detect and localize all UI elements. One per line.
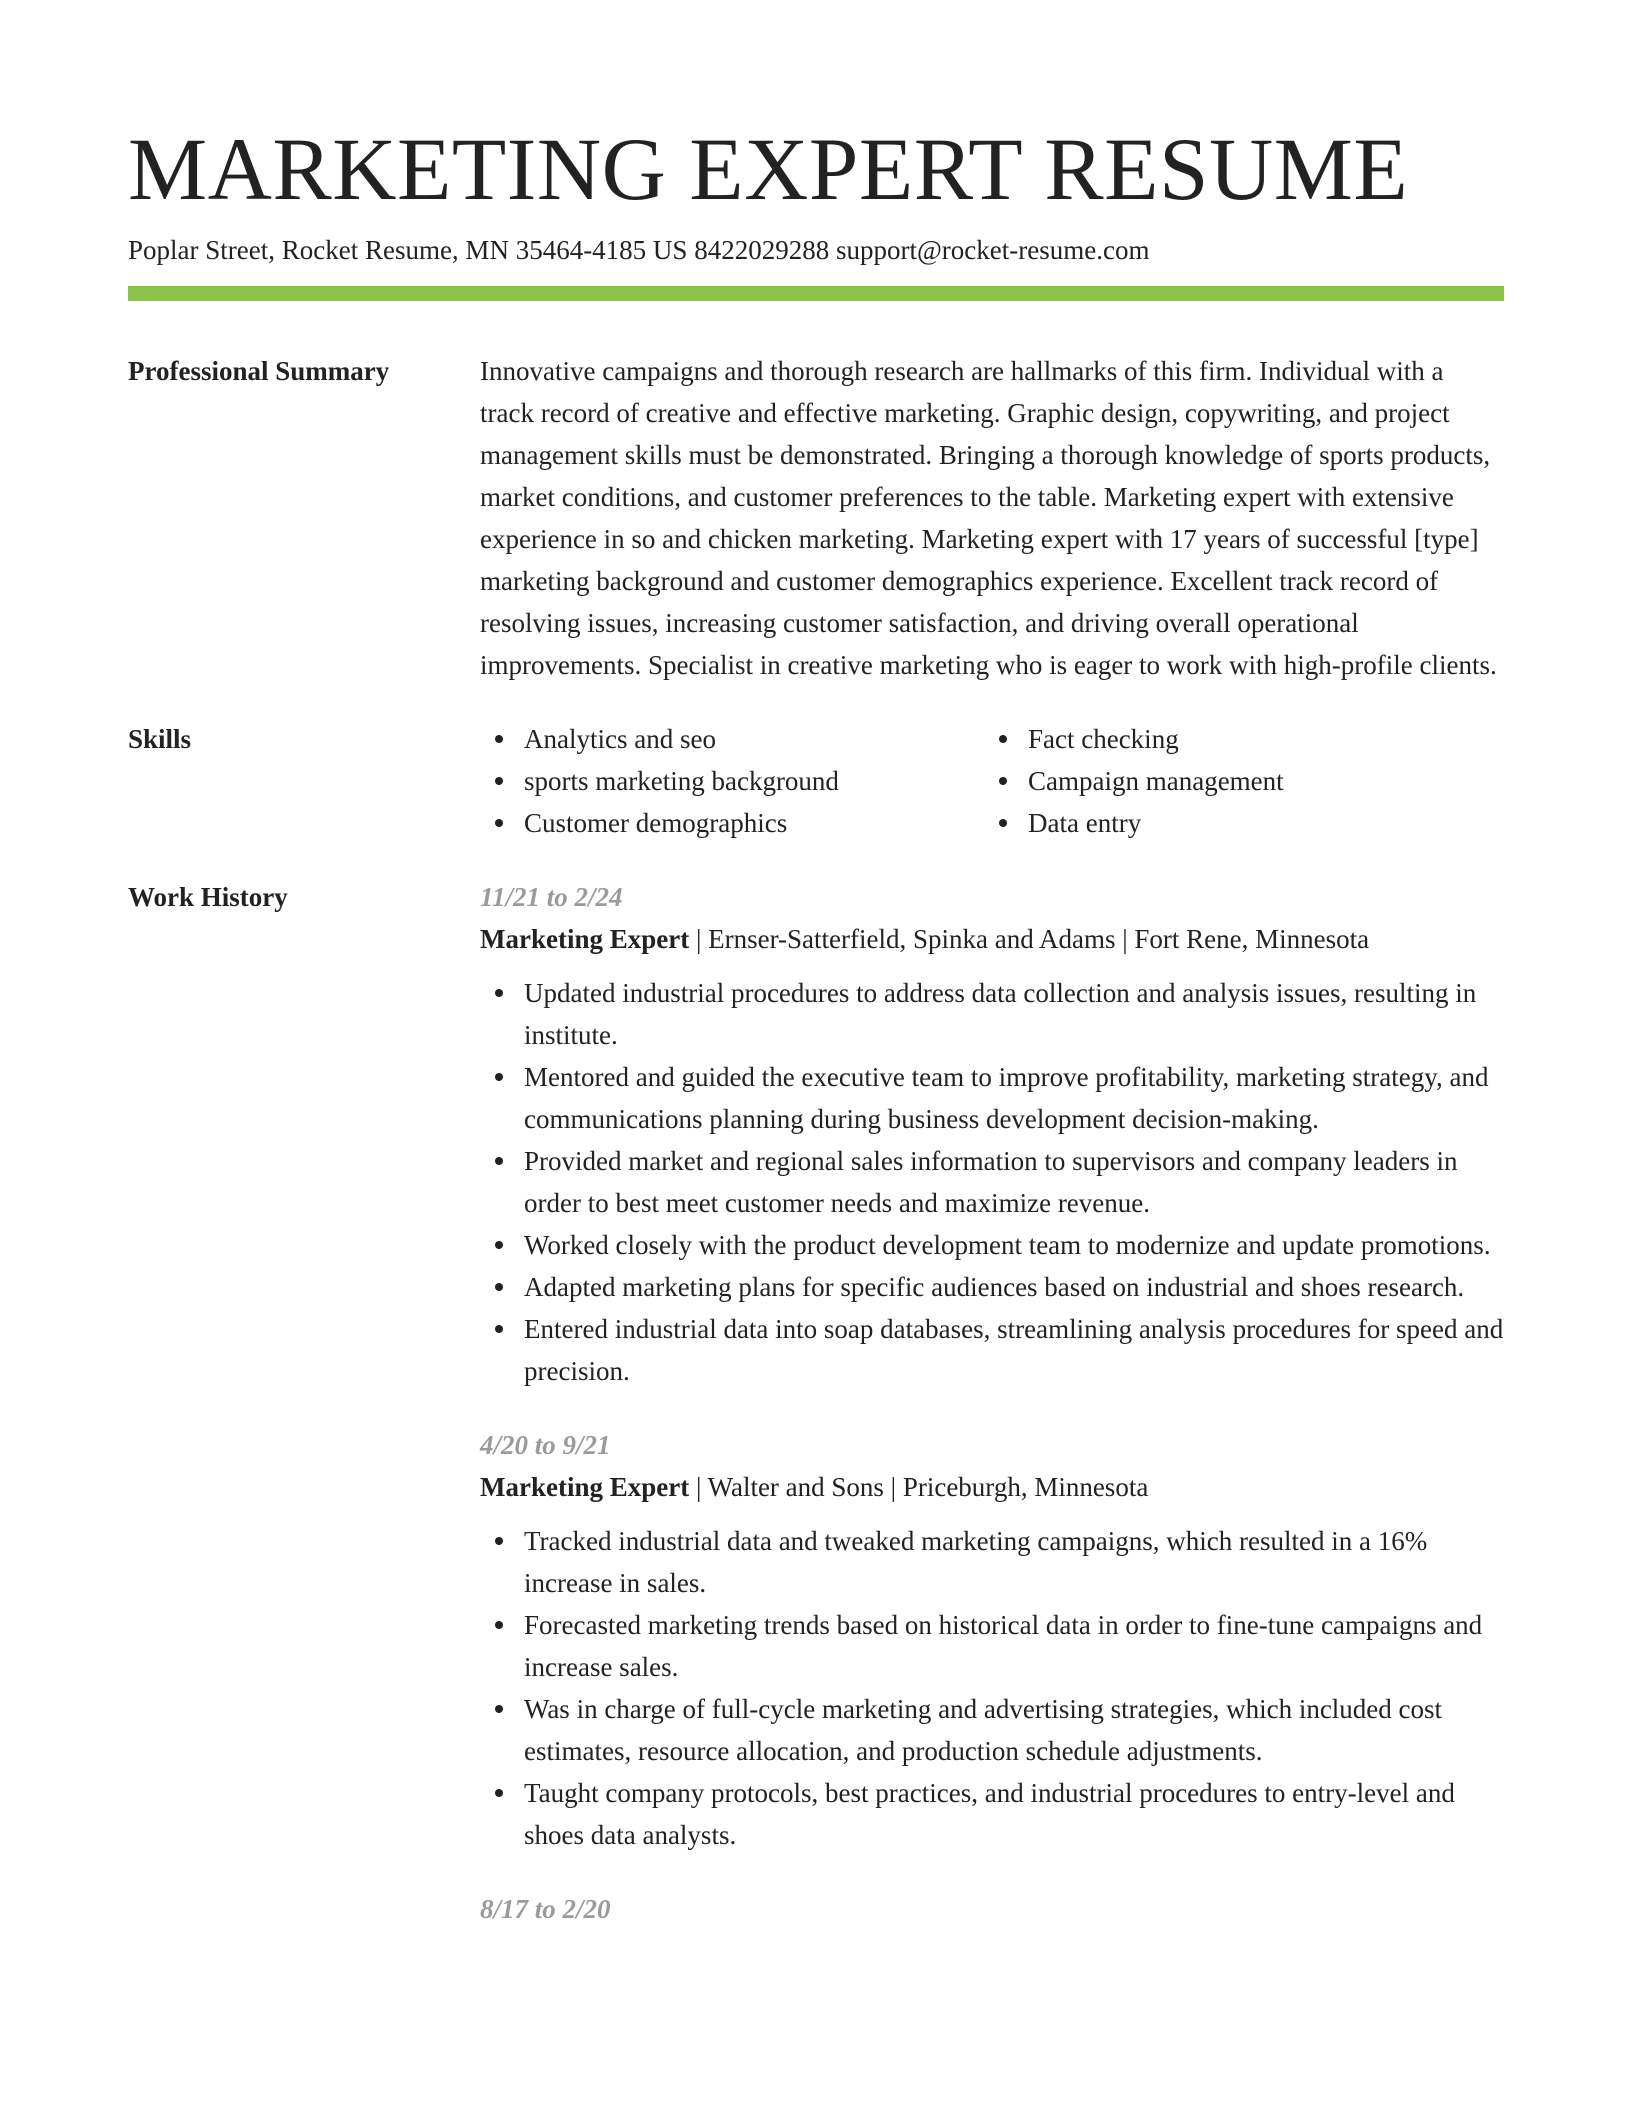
- job-bullet: Tracked industrial data and tweaked marketing campaigns, which resulted in a 16% increase in sales.: [480, 1520, 1504, 1604]
- skill-item: Analytics and seo: [480, 718, 984, 760]
- section-label-skills: Skills: [128, 724, 192, 754]
- job-bullet: Forecasted marketing trends based on historical data in order to fine-tune campaigns and increase sales.: [480, 1604, 1504, 1688]
- skills-section: [128, 718, 1504, 844]
- professional-summary-section: [128, 350, 1504, 686]
- job-bullet: Worked closely with the product development team to modernize and update promotions.: [480, 1224, 1504, 1266]
- job-entry: [480, 1424, 1504, 1856]
- job-bullet: Was in charge of full-cycle marketing and advertising strategies, which included cost estimates, resource allocation, and production schedule adjustments.: [480, 1688, 1504, 1772]
- job-dates: 4/20 to 9/21: [480, 1430, 611, 1460]
- resume-sections: [128, 350, 1504, 1962]
- skill-item: sports marketing background: [480, 760, 984, 802]
- work-history-body: [480, 876, 1504, 1962]
- job-entry: [480, 1888, 1504, 1930]
- job-bullet: Updated industrial procedures to address data collection and analysis issues, resulting in institute.: [480, 972, 1504, 1056]
- skill-item: Customer demographics: [480, 802, 984, 844]
- job-employer-location: | Ernser-Satterfield, Spinka and Adams | Fort Rene, Minnesota: [689, 924, 1370, 954]
- job-title: Marketing Expert: [480, 1472, 690, 1502]
- skill-item: Campaign management: [984, 760, 1488, 802]
- summary-body: [480, 350, 1504, 686]
- contact-info: Poplar Street, Rocket Resume, MN 35464-4185 US 8422029288 support@rocket-resume.com: [128, 235, 1150, 265]
- job-dates: 8/17 to 2/20: [480, 1894, 611, 1924]
- skill-item: Fact checking: [984, 718, 1488, 760]
- section-label-summary: Professional Summary: [128, 356, 390, 386]
- skills-body: [480, 718, 1504, 844]
- skill-item: Data entry: [984, 802, 1488, 844]
- skills-list: [480, 718, 1504, 844]
- job-bullet: Adapted marketing plans for specific audiences based on industrial and shoes research.: [480, 1266, 1504, 1308]
- job-bullet: Entered industrial data into soap databases, streamlining analysis procedures for speed and precision.: [480, 1308, 1504, 1392]
- job-bullets: [480, 1520, 1504, 1856]
- job-bullets: [480, 972, 1504, 1392]
- job-heading: [480, 918, 1504, 960]
- header-divider: [128, 286, 1504, 301]
- summary-text: Innovative campaigns and thorough research are hallmarks of this firm. Individual with a track record of creative and effective marketing. Graphic design, copywriting, and project management skills must be demonstrated. Bringing a thorough knowledge of sports products, market conditions, and customer preferences to the table. Marketing expert with extensive experience in so and chicken marketing. Marketing expert with 17 years of successful [type] marketing background and customer demographics experience. Excellent track record of resolving issues, increasing customer satisfaction, and driving overall operational improvements. Specialist in creative marketing who is eager to work with high-profile clients.: [480, 356, 1497, 680]
- work-history-section: [128, 876, 1504, 1962]
- job-title: Marketing Expert: [480, 924, 690, 954]
- job-entry: [480, 876, 1504, 1392]
- job-heading: [480, 1466, 1504, 1508]
- job-dates: 11/21 to 2/24: [480, 882, 623, 912]
- job-employer-location: | Walter and Sons | Priceburgh, Minnesota: [689, 1472, 1149, 1502]
- job-bullet: Taught company protocols, best practices, and industrial procedures to entry-level and shoes data analysts.: [480, 1772, 1504, 1856]
- job-bullet: Provided market and regional sales information to supervisors and company leaders in order to best meet customer needs and maximize revenue.: [480, 1140, 1504, 1224]
- job-bullet: Mentored and guided the executive team to improve profitability, marketing strategy, and communications planning during business development decision-making.: [480, 1056, 1504, 1140]
- resume-title: MARKETING EXPERT RESUME: [128, 121, 1409, 219]
- section-label-work-history: Work History: [128, 882, 288, 912]
